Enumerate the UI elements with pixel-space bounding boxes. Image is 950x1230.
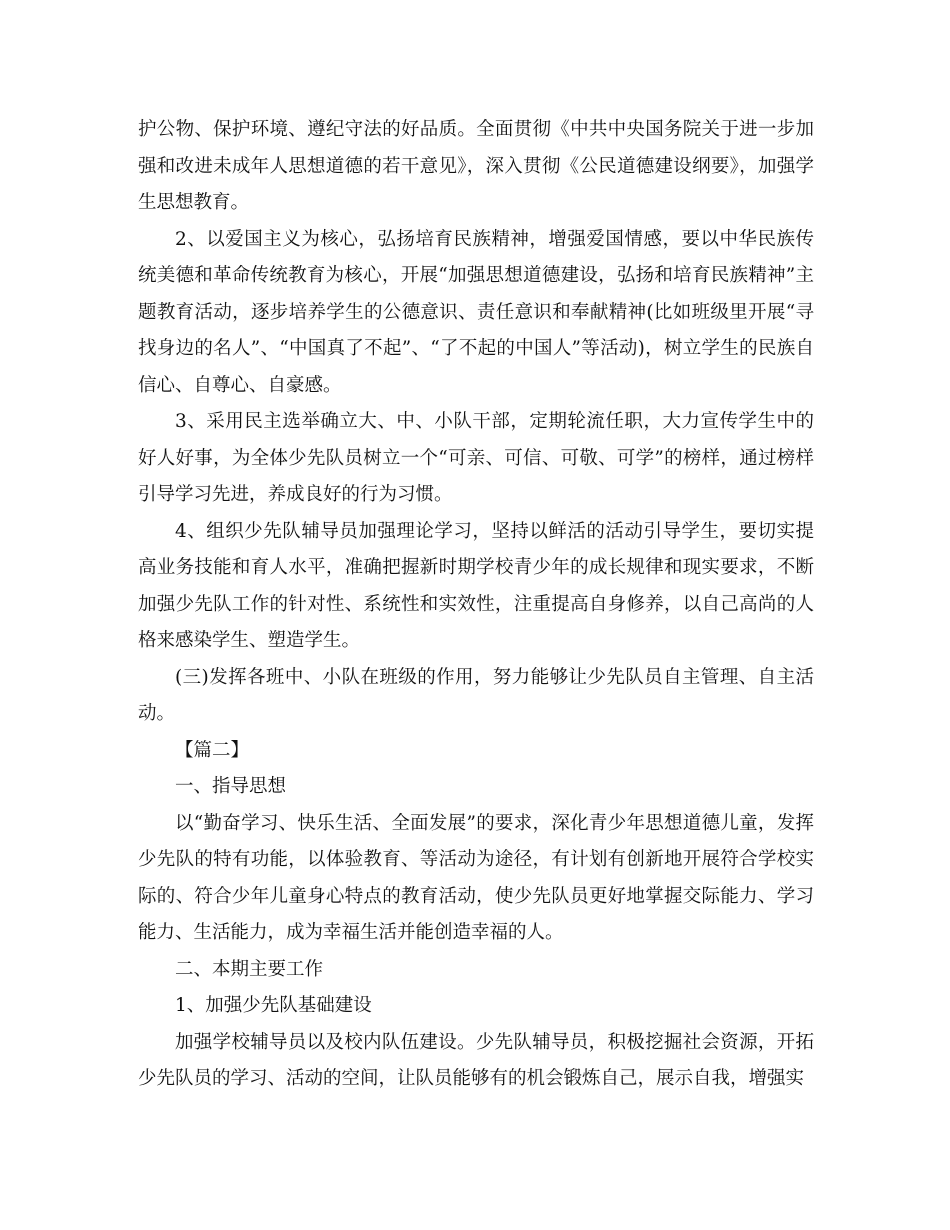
paragraph-item-4: 4、组织少先队辅导员加强理论学习，坚持以鲜活的活动引导学生，要切实提高业务技能和育人水平，准确把握新时期学校青少年的成长规律和现实要求，不断加强少先队工作的针对性、系统性和实效性，注重提高自身修养，以自己高尚的人格来感染学生、塑造学生。 bbox=[138, 520, 814, 651]
paragraph-basic-construction: 加强学校辅导员以及校内队伍建设。少先队辅导员，积极挖掘社会资源，开拓少先队员的学习、活动的空间，让队员能够有的机会锻炼自己，展示自我，增强实 bbox=[138, 1031, 814, 1089]
paragraph-guiding-ideology: 以“勤奋学习、快乐生活、全面发展”的要求，深化青少年思想道德儿童，发挥少先队的特有功能，以体验教育、等活动为途径，有计划有创新地开展符合学校实际的、符合少年儿童身心特点的教育活动，使少先队员更好地掌握交际能力、学习能力、生活能力，成为幸福生活并能创造幸福的人。 bbox=[138, 812, 814, 943]
paragraph-section-3: (三)发挥各班中、小队在班级的作用，努力能够让少先队员自主管理、自主活动。 bbox=[138, 666, 814, 724]
heading-basic-construction: 1、加强少先队基础建设 bbox=[175, 995, 372, 1016]
document-page bbox=[138, 112, 814, 1098]
heading-guiding-ideology: 一、指导思想 bbox=[175, 776, 287, 797]
paragraph-item-2: 2、以爱国主义为核心，弘扬培育民族精神，增强爱国情感，要以中华民族传统美德和革命传统教育为核心，开展“加强思想道德建设，弘扬和培育民族精神”主题教育活动，逐步培养学生的公德意识、责任意识和奉献精神(比如班级里开展“寻找身边的名人”、“中国真了不起”、“了不起的中国人”等活动)，树立学生的民族自信心、自尊心、自豪感。 bbox=[138, 228, 814, 396]
paragraph-item-3: 3、采用民主选举确立大、中、小队干部，定期轮流任职，大力宣传学生中的好人好事，为全体少先队员树立一个“可亲、可信、可敬、可学”的榜样，通过榜样引导学习先进，养成良好的行为习惯。 bbox=[138, 411, 814, 505]
section-heading-part-two: 【篇二】 bbox=[175, 739, 250, 761]
paragraph-continuation: 护公物、保护环境、遵纪守法的好品质。全面贯彻《中共中央国务院关于进一步加强和改进未成年人思想道德的若干意见》，深入贯彻《公民道德建设纲要》，加强学生思想教育。 bbox=[138, 119, 814, 213]
heading-main-work: 二、本期主要工作 bbox=[175, 958, 324, 980]
